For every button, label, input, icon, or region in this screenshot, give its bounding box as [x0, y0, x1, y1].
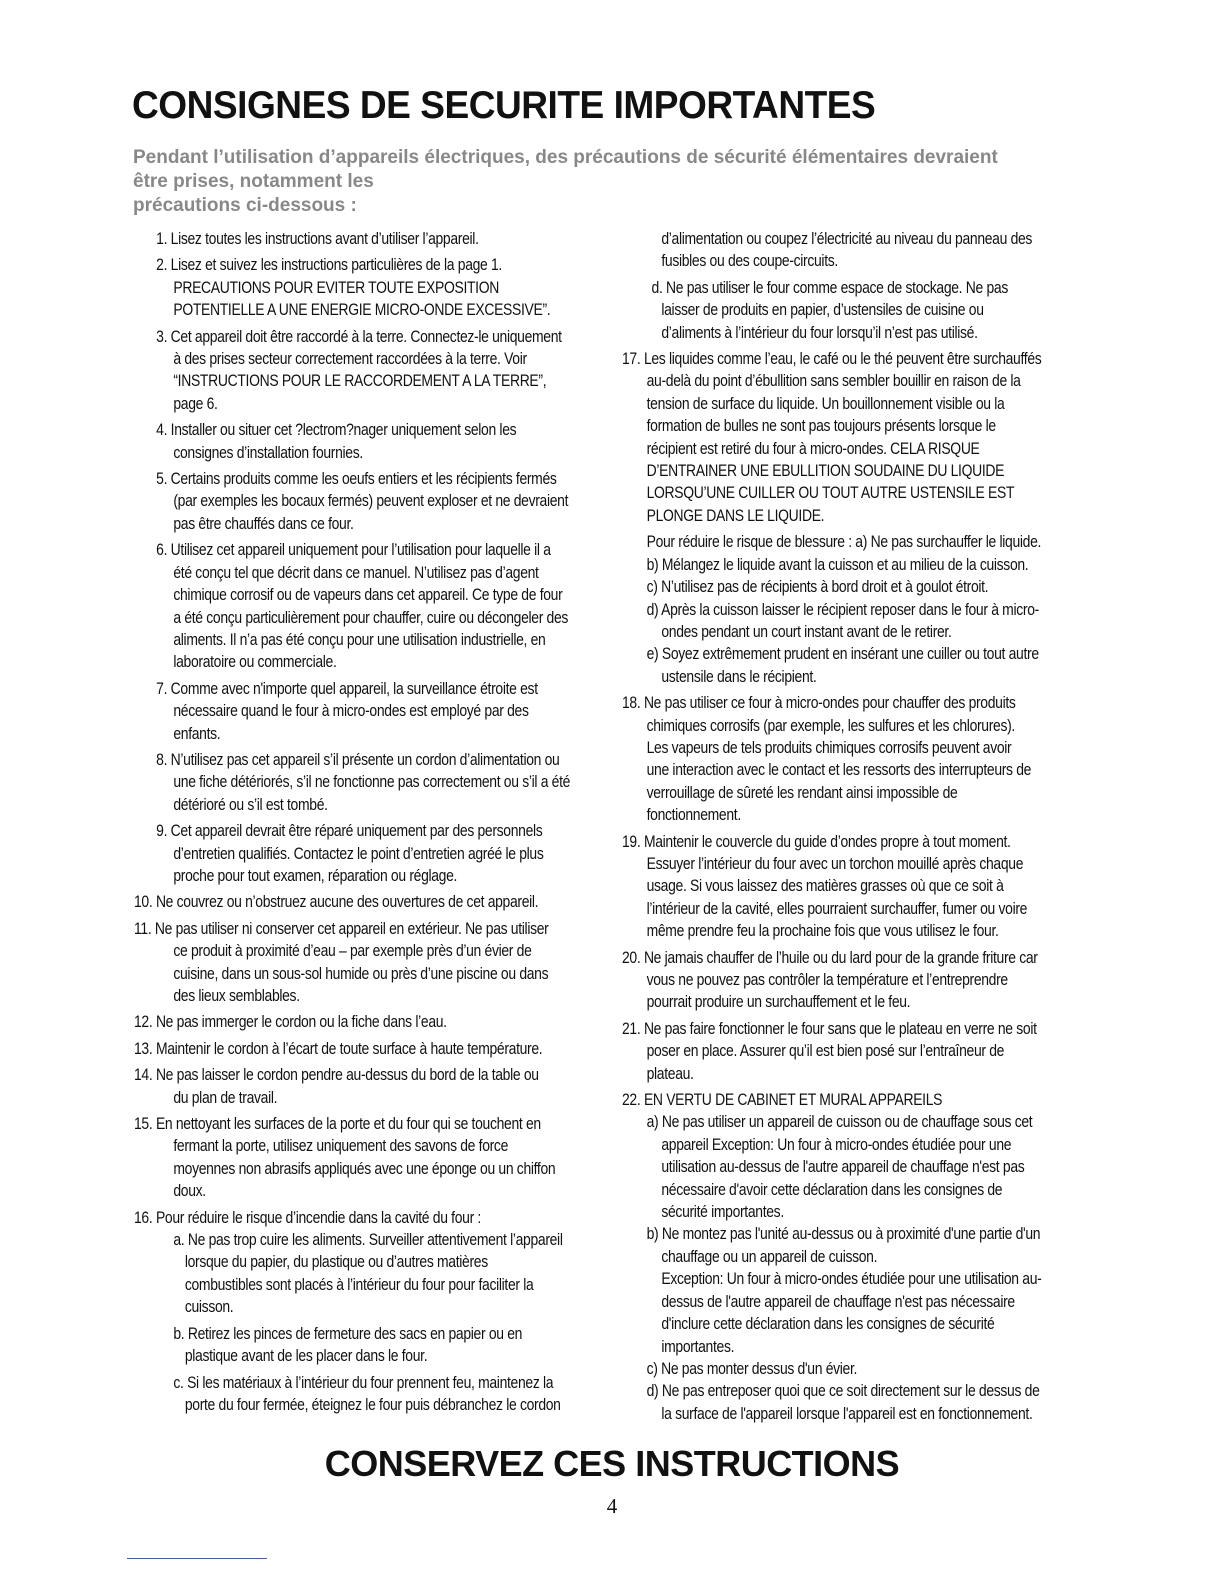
text-line: pas être chauffés dans ce four.	[173, 513, 354, 533]
text-line: tension de surface du liquide. Un bouillonnement visible ou la	[646, 393, 1005, 413]
text-line: 17. Les liquides comme l’eau, le café ou le thé peuvent être surchauffés	[622, 349, 1042, 369]
text-line: page 6.	[173, 393, 218, 413]
text-line: nécessaire d'avoir cette déclaration dans les consignes de	[661, 1179, 1003, 1199]
text-line: c) Ne pas monter dessus d'un évier.	[646, 1358, 858, 1378]
text-line: 12. Ne pas immerger le cordon ou la fiche dans l’eau.	[134, 1012, 447, 1032]
text-line: plastique avant de les placer dans le four.	[184, 1346, 428, 1366]
text-line: usage. Si vous laissez des matières grasses où que ce soit à	[646, 876, 1004, 896]
text-line: pourrait produire un surchauffement et le feu.	[646, 992, 911, 1012]
text-line: même prendre feu la prochaine fois que vous utilisez le four.	[646, 921, 999, 941]
text-line: 3. Cet appareil doit être raccordé à la terre. Connectez-le uniquement	[156, 326, 562, 346]
text-line: 16. Pour réduire le risque d’incendie dans la cavité du four :	[134, 1207, 481, 1227]
text-line: Pour réduire le risque de blessure : a) Ne pas surchauffer le liquide.	[646, 532, 1042, 552]
text-line: lorsque du papier, du plastique ou d’autres matières	[184, 1252, 488, 1272]
text-line: d’entretien qualifiés. Contactez le point d’entretien agréé le plus	[173, 843, 544, 863]
text-line: 1. Lisez toutes les instructions avant d’utiliser l’appareil.	[156, 229, 479, 248]
text-line: “INSTRUCTIONS POUR LE RACCORDEMENT A LA TERRE”,	[173, 371, 547, 391]
page-number: 4	[606, 1494, 618, 1518]
text-line: fusibles ou des coupe-circuits.	[661, 251, 838, 271]
divider-line	[127, 1558, 267, 1559]
text-line: 6. Utilisez cet appareil uniquement pour l’utilisation pour laquelle il a	[156, 540, 551, 560]
intro-paragraph	[133, 146, 1093, 218]
text-line: 9. Cet appareil devrait être réparé uniquement par des personnels	[156, 821, 543, 841]
text-line: combustibles sont placés à l’intérieur du four pour faciliter la	[184, 1274, 534, 1294]
text-line: consignes d’installation fournies.	[173, 442, 363, 462]
page-title: CONSIGNES DE SECURITE IMPORTANTES	[132, 84, 876, 127]
text-line: b. Retirez les pinces de fermeture des sacs en papier ou en	[173, 1323, 523, 1343]
text-line: du plan de travail.	[173, 1087, 278, 1107]
text-line: plateau.	[646, 1063, 694, 1083]
text-line: enfants.	[173, 723, 221, 743]
text-line: moyennes non abrasifs appliqués avec une éponge ou un chiffon	[173, 1158, 556, 1178]
footer-title: CONSERVEZ CES INSTRUCTIONS	[324, 1443, 900, 1484]
text-line: (par exemples les bocaux fermés) peuvent exploser et ne devraient	[173, 491, 569, 511]
text-line: au-delà du point d’ébullition sans sembler bouillir en raison de la	[646, 371, 1021, 391]
left-column	[134, 228, 592, 1416]
text-line: utilisation au-dessus de l'autre appareil de chauffage n'est pas	[661, 1157, 1025, 1177]
text-line: D’ENTRAINER UNE EBULLITION SOUDAINE DU LIQUIDE	[646, 461, 1005, 481]
text-line: ondes pendant un court instant avant de le retirer.	[661, 621, 952, 641]
text-line: d) Ne pas entreposer quoi que ce soit directement sur le dessus de	[646, 1381, 1040, 1401]
text-line: 14. Ne pas laisser le cordon pendre au-dessus du bord de la table ou	[134, 1065, 539, 1085]
text-line: appareil Exception: Un four à micro-ondes étudiée pour une	[661, 1134, 1012, 1154]
text-line: une interaction avec le contact et les ressorts des interrupteurs de	[646, 760, 1032, 780]
text-line: vous ne pouvez pas contrôler la température et l’entreprendre	[646, 970, 1008, 989]
text-line: 19. Maintenir le couvercle du guide d’ondes propre à tout moment.	[622, 831, 1011, 851]
text-line: aliments. Il n’a pas été conçu pour une utilisation industrielle, en	[173, 629, 546, 649]
text-line: des lieux semblables.	[173, 986, 300, 1005]
text-line: Exception: Un four à micro-ondes étudiée pour une utilisation au-	[661, 1269, 1042, 1289]
text-line: d’alimentation ou coupez l’électricité au niveau du panneau des	[661, 229, 1033, 248]
text-line: 4. Installer ou situer cet ?lectrom?nager uniquement selon les	[156, 420, 517, 440]
text-line: laboratoire ou commerciale.	[173, 652, 337, 672]
text-line: PLONGE DANS LE LIQUIDE.	[646, 505, 825, 525]
text-line: récipient est retiré du four à micro-ondes. CELA RISQUE	[646, 438, 980, 458]
text-line: 11. Ne pas utiliser ni conserver cet appareil en extérieur. Ne pas utiliser	[134, 918, 549, 938]
intro-line: précautions ci-dessous :	[133, 195, 357, 216]
text-line: 21. Ne pas faire fonctionner le four sans que le plateau en verre ne soit	[622, 1018, 1037, 1038]
text-line: 22. EN VERTU DE CABINET ET MURAL APPAREILS	[622, 1090, 943, 1110]
text-line: 7. Comme avec n'importe quel appareil, la surveillance étroite est	[156, 678, 538, 698]
text-line: LORSQU’UNE CUILLER OU TOUT AUTRE USTENSILE EST	[646, 483, 1015, 503]
text-line: à des prises secteur correctement raccordées à la terre. Voir	[173, 349, 527, 369]
text-line: d'inclure cette déclaration dans les consignes de sécurité	[661, 1314, 995, 1334]
text-line: 8. N’utilisez pas cet appareil s’il présente un cordon d’alimentation ou	[156, 749, 560, 769]
text-line: fermant la porte, utilisez uniquement des savons de force	[173, 1136, 509, 1156]
text-line: 20. Ne jamais chauffer de l’huile ou du lard pour de la grande friture car	[622, 947, 1038, 967]
right-column	[622, 228, 1080, 1425]
text-line: été conçu tel que décrit dans ce manuel. N’utilisez pas d’agent	[173, 562, 539, 582]
text-line: 18. Ne pas utiliser ce four à micro-ondes pour chauffer des produits	[622, 693, 1016, 713]
text-line: a) Ne pas utiliser un appareil de cuisson ou de chauffage sous cet	[646, 1112, 1033, 1132]
text-line: Les vapeurs de tels produits chimiques corrosifs peuvent avoir	[646, 737, 1012, 757]
text-line: 15. En nettoyant les surfaces de la porte et du four qui se touchent en	[134, 1114, 541, 1134]
text-line: ustensile dans le récipient.	[661, 666, 817, 686]
text-line: e) Soyez extrêmement prudent en insérant une cuiller ou tout autre	[646, 644, 1039, 664]
text-line: d) Après la cuisson laisser le récipient reposer dans le four à micro-	[646, 599, 1039, 619]
text-line: l’intérieur de la cavité, elles pourraient surchauffer, fumer ou voire	[646, 898, 1028, 918]
text-line: formation de bulles ne sont pas toujours présents lorsque le	[646, 416, 996, 436]
text-line: 5. Certains produits comme les oeufs entiers et les récipients fermés	[156, 469, 557, 489]
intro-line: être prises, notamment les	[133, 171, 374, 192]
text-line: a. Ne pas trop cuire les aliments. Surveiller attentivement l’appareil	[173, 1230, 563, 1250]
text-line: chimiques corrosifs (par exemple, les sulfures et les chlorures).	[646, 715, 1015, 735]
text-line: b) Mélangez le liquide avant la cuisson et au milieu de la cuisson.	[646, 554, 1029, 574]
text-line: ce produit à proximité d’eau – par exemple près d’un évier de	[173, 941, 532, 961]
text-line: porte du four fermée, éteignez le four puis débranchez le cordon	[184, 1394, 561, 1414]
text-line: la surface de l'appareil lorsque l'appareil est en fonctionnement.	[661, 1403, 1033, 1423]
text-line: 2. Lisez et suivez les instructions particulières de la page 1.	[156, 255, 502, 275]
text-line: d’aliments à l’intérieur du four lorsqu’il n’est pas utilisé.	[661, 322, 978, 342]
text-line: verrouillage de sûreté les rendant ainsi impossible de	[646, 782, 958, 802]
text-line: fonctionnement.	[646, 805, 741, 825]
text-line: poser en place. Assurer qu’il est bien posé sur l’entraîneur de	[646, 1041, 1005, 1061]
text-line: 10. Ne couvrez ou n’obstruez aucune des ouvertures de cet appareil.	[134, 892, 539, 912]
text-line: nécessaire quand le four à micro-ondes est employé par des	[173, 701, 529, 721]
text-line: importantes.	[661, 1336, 735, 1356]
text-line: dessus de l'autre appareil de chauffage n'est pas nécessaire	[661, 1291, 1015, 1311]
text-line: Essuyer l’intérieur du four avec un torchon mouillé après chaque	[646, 853, 1024, 873]
text-line: PRECAUTIONS POUR EVITER TOUTE EXPOSITION	[173, 277, 499, 297]
text-line: détérioré ou s’il est tombé.	[173, 794, 328, 814]
text-line: chauffage ou un appareil de cuisson.	[661, 1246, 878, 1266]
text-line: c. Si les matériaux à l’intérieur du four prennent feu, maintenez la	[173, 1372, 554, 1392]
text-line: 13. Maintenir le cordon à l’écart de toute surface à haute température.	[134, 1038, 543, 1058]
text-line: laisser de produits en papier, d’ustensiles de cuisine ou	[661, 300, 984, 320]
text-line: cuisson.	[184, 1297, 234, 1317]
text-line: doux.	[173, 1181, 206, 1201]
text-line: proche pour tout examen, réparation ou réglage.	[173, 865, 458, 885]
text-line: POTENTIELLE A UNE ENERGIE MICRO-ONDE EXCESSIVE”.	[173, 300, 551, 320]
text-line: b) Ne montez pas l'unité au-dessus ou à proximité d'une partie d'un	[646, 1224, 1041, 1244]
text-line: cuisine, dans un sous-sol humide ou près d’une piscine ou dans	[173, 963, 549, 983]
text-line: d. Ne pas utiliser le four comme espace de stockage. Ne pas	[651, 277, 1008, 297]
text-line: a été conçu particulièrement pour chauffer, cuire ou décongeler des	[173, 607, 569, 627]
text-line: c) N’utilisez pas de récipients à bord droit et à goulot étroit.	[646, 577, 989, 597]
text-line: chimique corrosif ou de vapeurs dans cet appareil. Ce type de four	[173, 585, 563, 605]
intro-line: Pendant l’utilisation d’appareils électriques, des précautions de sécurité élémentaires devraient	[133, 147, 998, 168]
text-line: sécurité importantes.	[661, 1202, 784, 1222]
text-line: une fiche détériorés, s’il ne fonctionne pas correctement ou s’il a été	[173, 772, 571, 792]
